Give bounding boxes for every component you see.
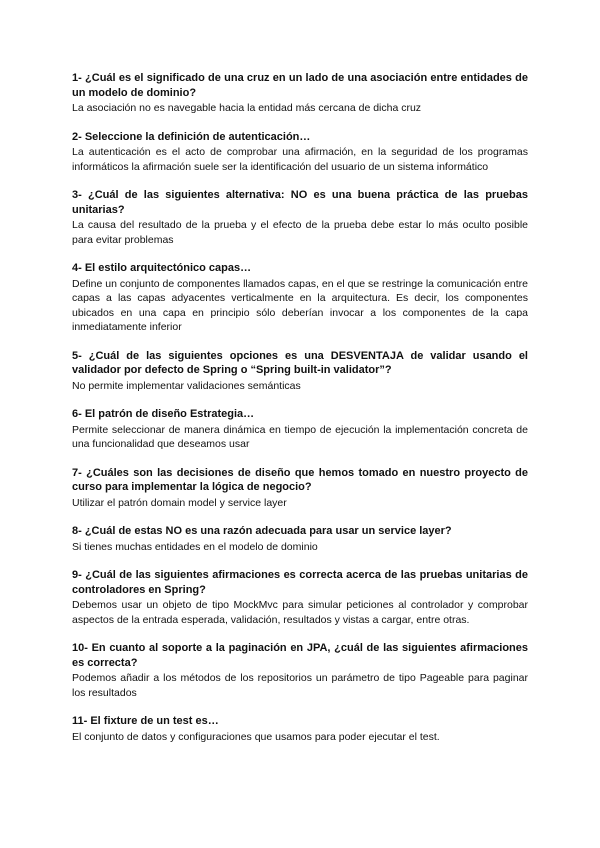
answer-1: La asociación no es navegable hacia la entidad más cercana de dicha cruz <box>72 102 422 114</box>
answer-7: Utilizar el patrón domain model y service layer <box>72 496 287 509</box>
answer-4: Define un conjunto de componentes llamados capas, en el que se restringe la comunicación entre capas a las capas adyacentes verticalmente en la arquitectura. Es decir, los componentes ubicados en una capa en principio sólo deberían invocar a los componentes de la capa inmediatamente inferior <box>72 277 528 333</box>
question-block-7 <box>72 466 528 511</box>
question-block-3 <box>72 188 528 247</box>
answer-8: Si tienes muchas entidades en el modelo de dominio <box>72 540 318 553</box>
question-block-1 <box>72 71 528 116</box>
question-block-11 <box>72 714 528 744</box>
question-block-10 <box>72 641 528 700</box>
question-block-9 <box>72 568 528 627</box>
question-block-5 <box>72 349 528 394</box>
question-block-8 <box>72 524 528 554</box>
question-block-4 <box>72 261 528 335</box>
answer-10: Podemos añadir a los métodos de los repositorios un parámetro de tipo Pageable para paginar los resultados <box>72 672 528 699</box>
question-10: 10- En cuanto al soporte a la paginación en JPA, ¿cuál de las siguientes afirmaciones es correcta? <box>72 642 528 669</box>
question-2: 2- Seleccione la definición de autenticación… <box>72 130 311 143</box>
answer-9: Debemos usar un objeto de tipo MockMvc para simular peticiones al controlador y comprobar aspectos de la entrada esperada, validación, resultados y vistas a cargar, entre otras. <box>72 599 528 626</box>
answer-11: El conjunto de datos y configuraciones que usamos para poder ejecutar el test. <box>72 730 440 743</box>
question-5: 5- ¿Cuál de las siguientes opciones es una DESVENTAJA de validar usando el validador por defecto de Spring o “Spring built-in validator”? <box>72 349 528 376</box>
question-11: 11- El fixture de un test es… <box>72 715 219 727</box>
answer-3: La causa del resultado de la prueba y el efecto de la prueba debe estar lo más oculto posible para evitar problemas <box>72 219 528 246</box>
answer-2: La autenticación es el acto de comprobar una afirmación, en la seguridad de los programas informáticos la afirmación suele ser la identificación del usuario de un sistema informático <box>72 146 528 173</box>
question-6: 6- El patrón de diseño Estrategia… <box>72 408 255 420</box>
answer-5: No permite implementar validaciones semánticas <box>72 379 301 392</box>
document-page <box>72 71 528 758</box>
answer-6: Permite seleccionar de manera dinámica en tiempo de ejecución la implementación concreta de una funcionalidad que deseamos usar <box>72 423 528 450</box>
question-8: 8- ¿Cuál de estas NO es una razón adecuada para usar un service layer? <box>72 525 452 537</box>
question-9: 9- ¿Cuál de las siguientes afirmaciones es correcta acerca de las pruebas unitarias de controladores en Spring? <box>72 569 528 596</box>
question-block-2 <box>72 130 528 175</box>
question-3: 3- ¿Cuál de las siguientes alternativa: NO es una buena práctica de las pruebas unitarias? <box>72 189 528 216</box>
question-block-6 <box>72 407 528 452</box>
question-4: 4- El estilo arquitectónico capas… <box>72 262 252 274</box>
question-7: 7- ¿Cuáles son las decisiones de diseño que hemos tomado en nuestro proyecto de curso para implementar la lógica de negocio? <box>72 466 528 493</box>
question-1: 1- ¿Cuál es el significado de una cruz en un lado de una asociación entre entidades de un modelo de dominio? <box>72 72 528 99</box>
